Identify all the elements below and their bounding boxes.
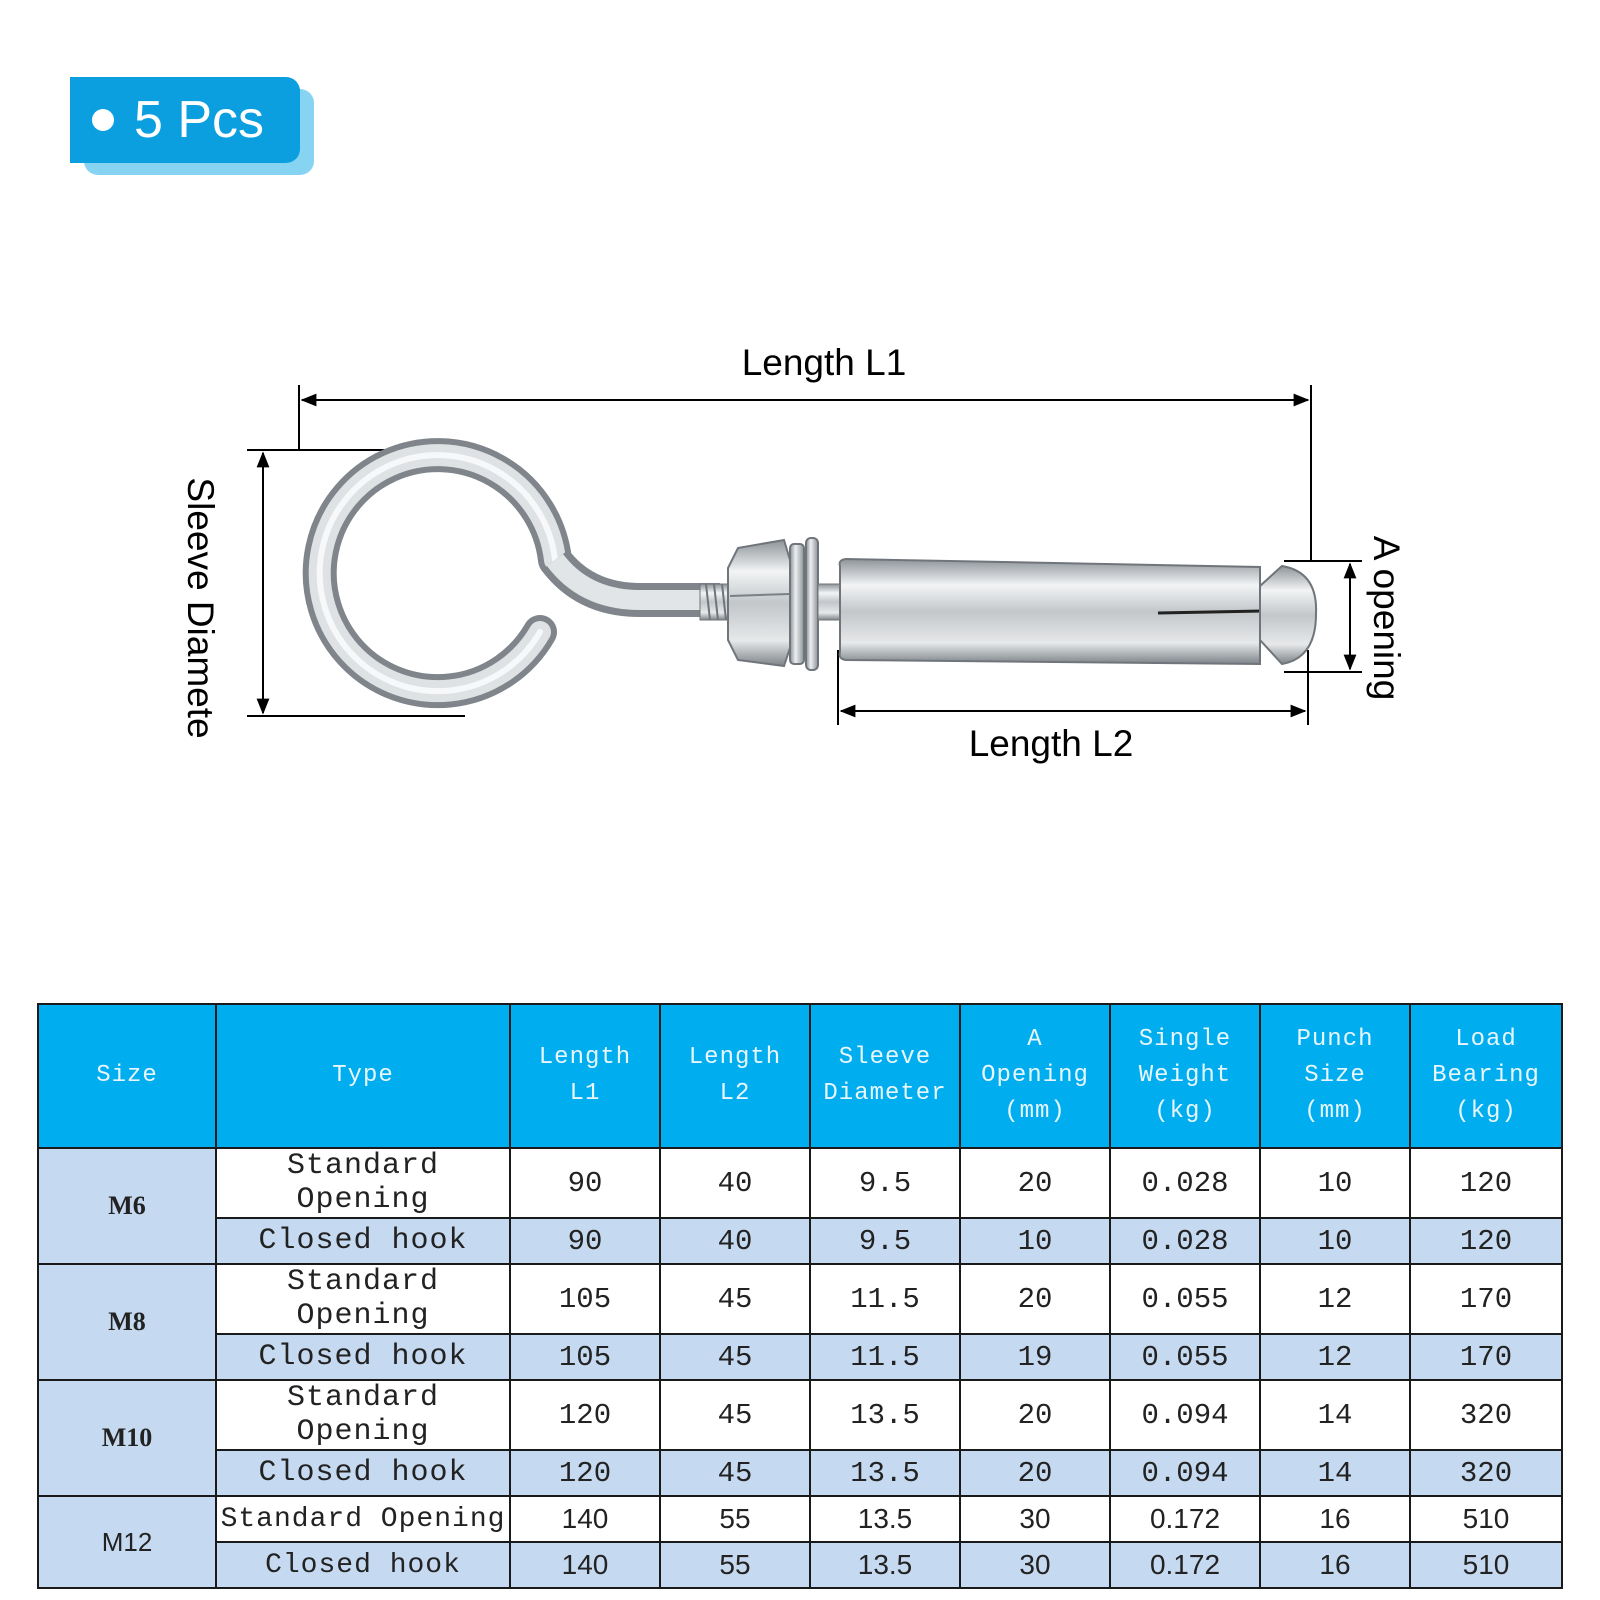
header-length-l1: Length L1	[510, 1004, 660, 1148]
header-punch-size: Punch Size (mm)	[1260, 1004, 1410, 1148]
load-bearing-cell: 510	[1410, 1496, 1562, 1542]
length-l1-cell: 90	[510, 1148, 660, 1218]
punch-size-cell: 10	[1260, 1148, 1410, 1218]
header-load-bearing: Load Bearing (kg)	[1410, 1004, 1562, 1148]
table-row	[38, 1542, 1562, 1588]
sleeve-diameter-cell: 11.5	[810, 1264, 960, 1334]
single-weight-cell: 0.028	[1110, 1148, 1260, 1218]
table-row	[38, 1496, 1562, 1542]
punch-size-cell: 12	[1260, 1264, 1410, 1334]
length-l1-cell: 140	[510, 1496, 660, 1542]
punch-size-cell: 14	[1260, 1380, 1410, 1450]
type-cell: Standard Opening	[216, 1496, 510, 1542]
load-bearing-cell: 170	[1410, 1264, 1562, 1334]
a-opening-cell: 10	[960, 1218, 1110, 1264]
specification-table	[37, 1003, 1563, 1589]
type-cell: Standard Opening	[216, 1380, 510, 1450]
a-opening-cell: 30	[960, 1496, 1110, 1542]
length-l2-dimension	[838, 650, 1308, 764]
bullet-dot-icon	[92, 109, 114, 131]
header-sleeve-diameter: Sleeve Diameter	[810, 1004, 960, 1148]
length-l2-cell: 45	[660, 1264, 810, 1334]
single-weight-cell: 0.055	[1110, 1264, 1260, 1334]
a-opening-cell: 20	[960, 1450, 1110, 1496]
a-opening-cell: 20	[960, 1148, 1110, 1218]
type-cell: Closed hook	[216, 1450, 510, 1496]
single-weight-cell: 0.094	[1110, 1450, 1260, 1496]
load-bearing-cell: 320	[1410, 1380, 1562, 1450]
table-row	[38, 1218, 1562, 1264]
single-weight-cell: 0.172	[1110, 1542, 1260, 1588]
single-weight-cell: 0.094	[1110, 1380, 1260, 1450]
size-cell: M8	[38, 1264, 216, 1380]
a-opening-label: A opening	[1366, 535, 1408, 701]
single-weight-cell: 0.055	[1110, 1334, 1260, 1380]
length-l1-cell: 120	[510, 1380, 660, 1450]
load-bearing-cell: 510	[1410, 1542, 1562, 1588]
header-type: Type	[216, 1004, 510, 1148]
type-cell: Closed hook	[216, 1334, 510, 1380]
length-l1-cell: 120	[510, 1450, 660, 1496]
a-opening-cell: 20	[960, 1264, 1110, 1334]
quantity-badge	[70, 77, 302, 165]
sleeve-diameter-cell: 13.5	[810, 1542, 960, 1588]
type-cell: Closed hook	[216, 1542, 510, 1588]
length-l2-label: Length L2	[968, 723, 1134, 764]
load-bearing-cell: 120	[1410, 1148, 1562, 1218]
header-size: Size	[38, 1004, 216, 1148]
punch-size-cell: 10	[1260, 1218, 1410, 1264]
table-row	[38, 1450, 1562, 1496]
sleeve-diameter-cell: 9.5	[810, 1148, 960, 1218]
load-bearing-cell: 170	[1410, 1334, 1562, 1380]
punch-size-cell: 16	[1260, 1496, 1410, 1542]
sleeve-diameter-cell: 13.5	[810, 1380, 960, 1450]
sleeve-diameter-cell: 13.5	[810, 1496, 960, 1542]
table-row	[38, 1334, 1562, 1380]
length-l1-cell: 105	[510, 1334, 660, 1380]
length-l2-cell: 40	[660, 1148, 810, 1218]
dimension-diagram	[0, 300, 1600, 780]
sleeve-diameter-label: Sleeve Diamete	[180, 477, 222, 739]
a-opening-cell: 30	[960, 1542, 1110, 1588]
length-l2-cell: 40	[660, 1218, 810, 1264]
length-l2-cell: 45	[660, 1450, 810, 1496]
single-weight-cell: 0.172	[1110, 1496, 1260, 1542]
size-cell: M10	[38, 1380, 216, 1496]
size-cell: M6	[38, 1148, 216, 1264]
a-opening-cell: 20	[960, 1380, 1110, 1450]
table-row	[38, 1148, 1562, 1218]
header-single-weight: Single Weight (kg)	[1110, 1004, 1260, 1148]
single-weight-cell: 0.028	[1110, 1218, 1260, 1264]
table-row	[38, 1380, 1562, 1450]
hook-bolt-illustration	[320, 455, 1316, 691]
length-l2-cell: 55	[660, 1542, 810, 1588]
table-row	[38, 1264, 1562, 1334]
punch-size-cell: 12	[1260, 1334, 1410, 1380]
sleeve-diameter-cell: 11.5	[810, 1334, 960, 1380]
a-opening-cell: 19	[960, 1334, 1110, 1380]
header-length-l2: Length L2	[660, 1004, 810, 1148]
length-l1-cell: 90	[510, 1218, 660, 1264]
sleeve-diameter-cell: 9.5	[810, 1218, 960, 1264]
punch-size-cell: 14	[1260, 1450, 1410, 1496]
type-cell: Closed hook	[216, 1218, 510, 1264]
length-l2-cell: 45	[660, 1334, 810, 1380]
load-bearing-cell: 320	[1410, 1450, 1562, 1496]
length-l1-cell: 140	[510, 1542, 660, 1588]
badge-label: 5 Pcs	[134, 91, 265, 149]
header-a-opening: A Opening (mm)	[960, 1004, 1110, 1148]
table-header-row	[38, 1004, 1562, 1148]
type-cell: Standard Opening	[216, 1264, 510, 1334]
size-cell: M12	[38, 1496, 216, 1588]
load-bearing-cell: 120	[1410, 1218, 1562, 1264]
length-l2-cell: 55	[660, 1496, 810, 1542]
badge-face	[70, 77, 300, 163]
length-l1-cell: 105	[510, 1264, 660, 1334]
length-l1-label: Length L1	[741, 342, 907, 383]
sleeve-diameter-cell: 13.5	[810, 1450, 960, 1496]
type-cell: Standard Opening	[216, 1148, 510, 1218]
length-l2-cell: 45	[660, 1380, 810, 1450]
punch-size-cell: 16	[1260, 1542, 1410, 1588]
